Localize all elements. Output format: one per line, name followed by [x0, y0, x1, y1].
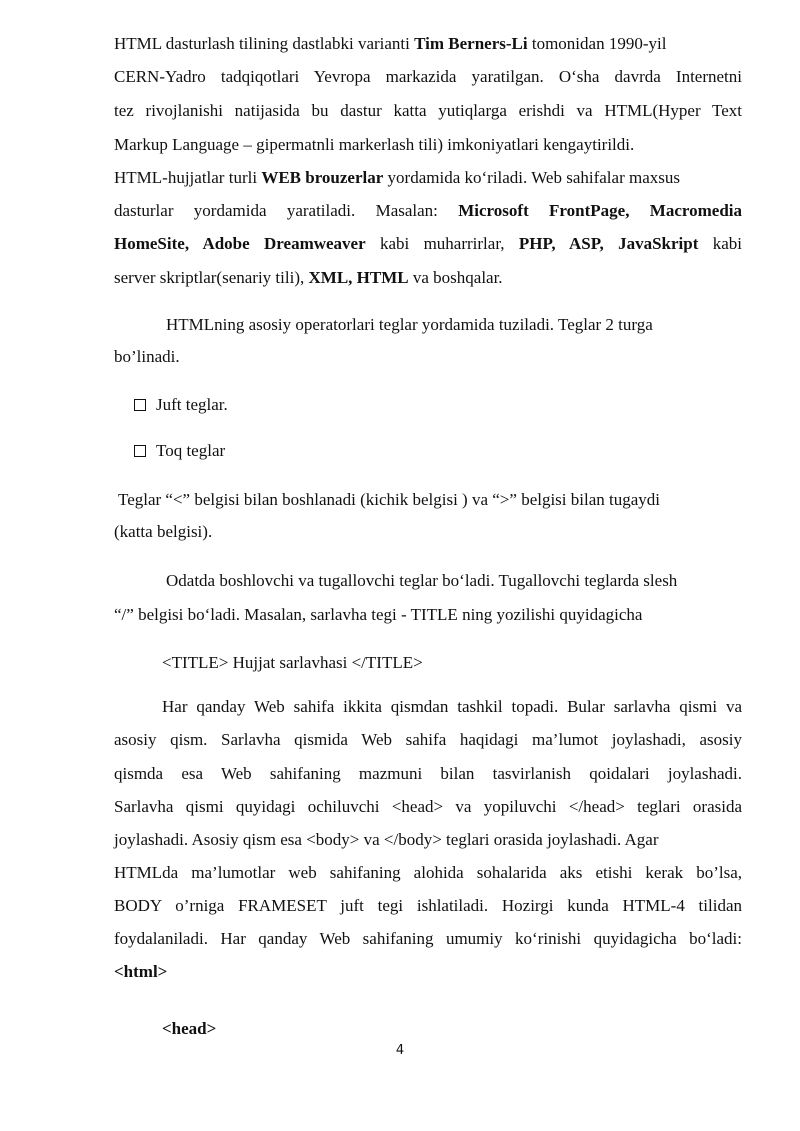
p5-line-2: asosiy qism. Sarlavha qismida Web sahifa haqidagi ma’lumot joylashadi, asosiy	[114, 730, 742, 749]
p1-line-1	[114, 33, 666, 55]
text: HTML-hujjatlar turli	[114, 168, 262, 187]
text: kabi muharrirlar,	[365, 234, 519, 253]
p1-line-2: CERN-Yadro tadqiqotlari Yevropa markazida yaratilgan. O‘sha davrda Internetni	[114, 67, 742, 86]
text: tomonidan 1990-yil	[527, 34, 667, 53]
code-html-tag	[114, 961, 167, 983]
p2-line-1: HTMLning asosiy operatorlari teglar yordamida tuziladi. Teglar 2 turga	[166, 315, 653, 334]
bold-text: PHP, ASP, JavaSkript	[518, 234, 699, 253]
bold-text: Microsoft FrontPage, Macromedia	[458, 201, 743, 220]
code-title-example: <TITLE> Hujjat sarlavhasi </TITLE>	[162, 653, 423, 672]
p5-line-5: joylashadi. Asosiy qism esa <body> va </body> teglari orasida joylashadi. Agar	[114, 830, 659, 849]
bold-text: WEB brouzerlar	[261, 168, 384, 187]
bold-text: XML, HTML	[308, 268, 409, 287]
p2-line-2: bo’linadi.	[114, 347, 180, 366]
p1-line-8	[114, 267, 503, 289]
text: dasturlar yordamida yaratiladi. Masalan:	[114, 201, 459, 220]
text: va boshqalar.	[408, 268, 503, 287]
p5-line-6: HTMLda ma’lumotlar web sahifaning alohida sohalarida aks etishi kerak bo’lsa,	[114, 863, 742, 882]
p1-line-6	[114, 200, 742, 222]
checkbox-bullet-icon	[134, 445, 146, 457]
p1-line-5	[114, 167, 680, 189]
bullet-item-1	[134, 394, 228, 416]
bold-text: Tim Berners-Li	[414, 34, 528, 53]
bullet-item-2	[134, 440, 225, 462]
text: HTML dasturlash tilining dastlabki varianti	[114, 34, 415, 53]
checkbox-bullet-icon	[134, 399, 146, 411]
p3-line-2: (katta belgisi).	[114, 522, 213, 541]
code-head-tag	[162, 1018, 216, 1040]
p4-line-1: Odatda boshlovchi va tugallovchi teglar bo‘ladi. Tugallovchi teglarda slesh	[166, 571, 678, 590]
p5-line-1: Har qanday Web sahifa ikkita qismdan tashkil topadi. Bular sarlavha qismi va	[162, 697, 742, 716]
p3-line-1: Teglar “<” belgisi bilan boshlanadi (kichik belgisi ) va “>” belgisi bilan tugaydi	[118, 490, 661, 509]
p1-line-4: Markup Language – gipermatnli markerlash tili) imkoniyatlari kengaytirildi.	[114, 135, 635, 154]
bullet-text: Juft teglar.	[156, 395, 228, 414]
p1-line-3: tez rivojlanishi natijasida bu dastur katta yutiqlarga erishdi va HTML(Hyper Text	[114, 101, 742, 120]
text: yordamida ko‘riladi. Web sahifalar maxsus	[383, 168, 680, 187]
bold-text: <html>	[114, 962, 168, 981]
p5-line-8: foydalaniladi. Har qanday Web sahifaning umumiy ko‘rinishi quyidagicha bo‘ladi:	[114, 929, 742, 948]
bold-text: <head>	[162, 1019, 217, 1038]
p5-line-4: Sarlavha qismi quyidagi ochiluvchi <head> va yopiluvchi </head> teglari orasida	[114, 797, 742, 816]
p5-line-3: qismda esa Web sahifaning mazmuni bilan tasvirlanish qoidalari joylashadi.	[114, 764, 742, 783]
p5-line-7: BODY o’rniga FRAMESET juft tegi ishlatiladi. Hozirgi kunda HTML-4 tilidan	[114, 896, 742, 915]
text: server skriptlar(senariy tili),	[114, 268, 309, 287]
bold-text: HomeSite, Adobe Dreamweaver	[114, 234, 366, 253]
p4-line-2: “/” belgisi bo‘ladi. Masalan, sarlavha tegi - TITLE ning yozilishi quyidagicha	[114, 605, 643, 624]
p1-line-7	[114, 233, 742, 255]
page-number: 4	[395, 1043, 405, 1058]
bullet-text: Toq teglar	[156, 441, 226, 460]
text: kabi	[698, 234, 742, 253]
